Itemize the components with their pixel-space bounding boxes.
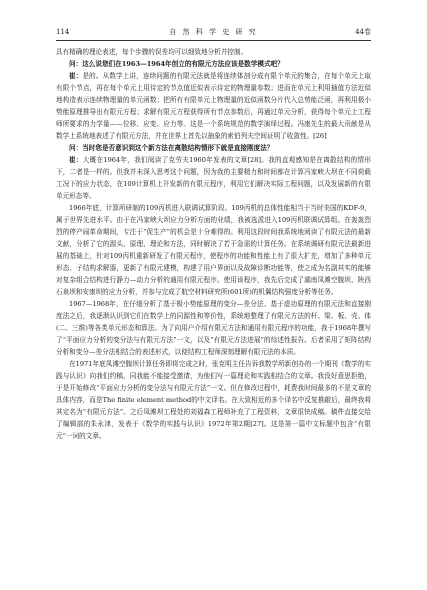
header-rule [56,40,371,41]
paragraph-5: 1966年底，计算所研制的109丙机进入联调试算阶段。109丙机的总体性能相当于当时美国的KDF-9，属于世界先进水平。由于在冯家峡大坝应力分析方面的业绩，我被选派进入109丙机联调试算组。在轰轰烈烈的停产闹革命期间，专注于“促生产”的机会是十分难得的。利用这段时间我系统地阅读了有限元法的最新文献，分析了它的源头、原理、理论和方法，同时解决了若干急需的计算任务。在系统调研有限元法最新进展的基础上，针对109丙机重新研发了有限元程序，使程序的功能和性能上有了很大扩充，增加了多种单元形态、子结构求解器，更新了有限元建模，构建了用户界面以及故障诊断功能等，使之成为名副其实的能够对复杂组合结构进行静力—动力分析的通用有限元程序。使用该程序，我先后完成了湖南凤滩空腹坝、陕西石泉坝和安康坝的应力分析，并参与完成了航空材料研究所(601所)的机翼结构强度分析等任务。 [56,204,371,296]
journal-title: 自 然 科 学 史 研 究 [169,28,258,36]
paragraph-0: 具有精确的理论表述，每个步骤的误差均可以细致地分析并控制。 [56,48,248,56]
answer-2: 崔：是的。从数学上讲，连续问题的有限元法就是将连续体剖分成有限个单元的集合，在每个单元上取有限个节点，再在每个单元上用待定的节点值近似表示待定的物理量参数；进而在单元上利用插值方法近似地构造表示连续物理量的单元函数；把所有有限单元上物理量的近似函数分片代入总势能泛函，再利用极小势能原理推导出有限元方程；求解有限元方程获得所有节点参数后，再通过单元分析，获得每个单元上工程师所要求的力学量——位移、应变、应力等。这是一个系统规范的数学演绎过程。冯康先生的最大贡献是从数学上系统地表述了有限元方法，并在世界上首先以抽象的索伯列夫空间证明了收敛性。[26] [56,72,372,140]
paragraph-6: 1967—1968年，在仔细分析了基于极小势能原理的变分—差分法、基于虚功原理的有限元法和直接刚度法之后，我逐渐认识到它们在数学上的同源性和等价性，系统地整理了有限元方法的杆、梁、板、壳、体(二、三维)等各类单元形态和算法。为了向用户介绍有限元方法和通用有限元程序的功能，我于1968年撰写了“平面应力分析的变分法与有限元方法”一文，以及“有限元方法进展”的综述性报告。后者采用了矩阵结构分析和变分—差分法相结合的表述形式，以便结构工程师深刻理解有限元法的本质。 [56,300,371,356]
volume-label: 44卷 [355,28,371,36]
answer-4: 崔：大概在1964年，我们阅读了克劳夫1960年发表的文章[28]。我的直观感知是在离散结构的情形下，二者是一样的。但我并未深入思考这个问题，因为我的主要精力和时间都在计算冯家峡大坝在不同荷载工况下的应力状态，在109计算机上开发新的有限元程序，利用它们解决实际工程问题，以及发展新的有限单元形态等。 [56,156,371,200]
page-number: 114 [56,28,70,36]
article-body [56,46,371,442]
question-3: 问：当时您是否意识到这个新方法在离散结构情形下就是直接刚度法？ [69,144,274,152]
running-header [56,26,371,38]
paragraph-7: 在1971年底凤滩空腹坝计算任务即将完成之时，张克明主任告诉我数学所新创办的一个期刊《数学的实践与认识》向我们约稿，同我能不能接受邀请，为他们写一篇理论和实践相结合的文章。我没好意思拒绝，于是开始修改“平面应力分析的变分法与有限元方法”一文。但在修改过程中，耗费我时间最多的不是文章的具体内容，而是The finite element method的中文译名。在大致相近的多个译名中反复推敲后，最终我将其定名为“有限元方法”。之后凤滩坝工程处的刘福森工程师补充了工程资料，文章很快成稿。稿件直接交给了编辑部的朱永津，发表于《数学的实践与认识》1972年第2期[27]。这是第一篇中文标题中包含“有限元”一词的文章。 [56,360,371,440]
question-1: 问：这么说您们在1963—1964年创立的有限元方法应该是数学模式吧？ [69,60,284,68]
